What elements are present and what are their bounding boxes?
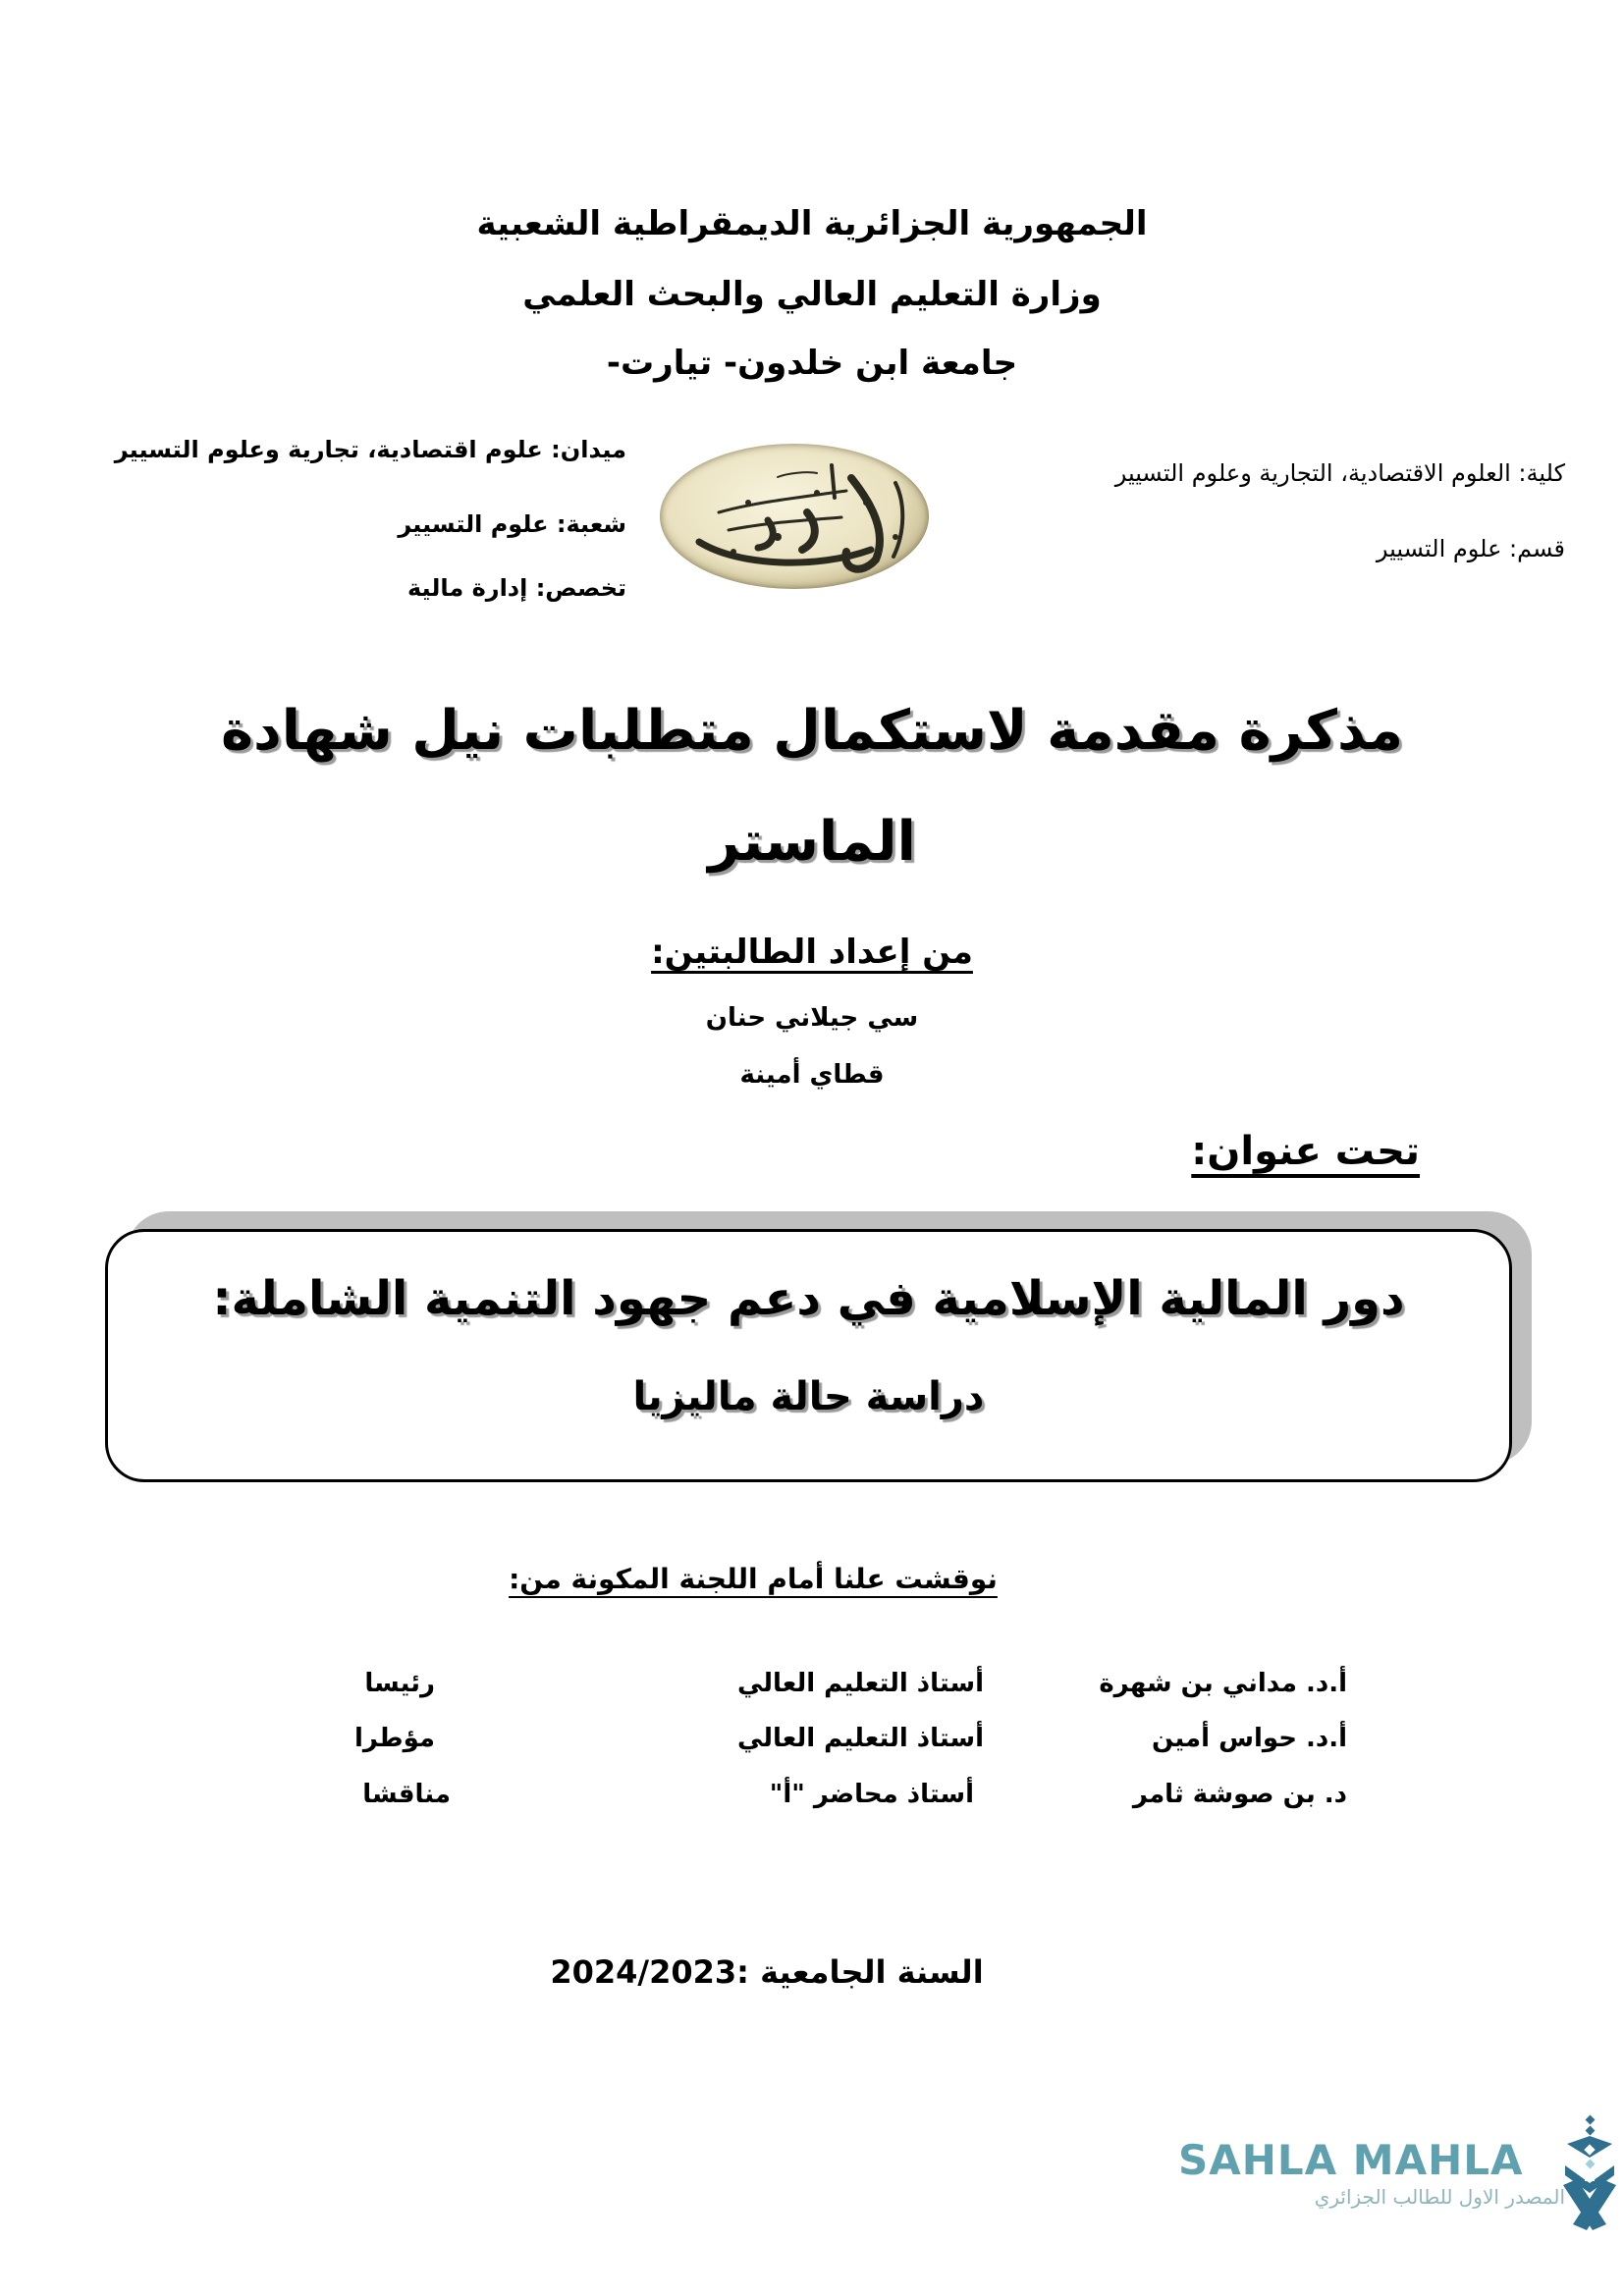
header-university: جامعة ابن خلدون- تيارت- (606, 344, 1018, 383)
student-name: سي جيلاني حنان (705, 1003, 919, 1033)
committee-title: نوقشت علنا أمام اللجنة المكونة من: (509, 1563, 998, 1595)
academic-year: السنة الجامعية :2024/2023 (550, 1953, 984, 1991)
department-label: قسم: علوم التسيير (1376, 535, 1565, 562)
member-role: مناقشا (362, 1780, 451, 1809)
thesis-heading-line1: مذكرة مقدمة لاستكمال متطلبات نيل شهادة (220, 699, 1404, 763)
member-name: أ.د. حواس أمين (1152, 1724, 1347, 1753)
under-title-label: تحت عنوان: (1191, 1129, 1420, 1174)
prepared-by-title: من إعداد الطالبتين: (651, 933, 973, 972)
thesis-title: دور المالية الإسلامية في دعم جهود التنمية الشاملة: (212, 1271, 1405, 1326)
sahla-mahla-logo-icon (1559, 2114, 1620, 2232)
watermark-brand: SAHLA MAHLA (1178, 2136, 1524, 2184)
thesis-subtitle: دراسة حالة ماليزيا (632, 1374, 985, 1419)
member-role: مؤطرا (354, 1724, 435, 1753)
thesis-title-box (105, 1229, 1512, 1482)
student-name: قطاي أمينة (739, 1060, 885, 1090)
member-rank: أستاذ محاضر "أ" (769, 1780, 974, 1809)
watermark-tagline: المصدر الاول للطالب الجزائري (1314, 2185, 1565, 2209)
header-ministry: وزارة التعليم العالي والبحث العلمي (522, 275, 1102, 314)
member-rank: أستاذ التعليم العالي (736, 1724, 984, 1753)
field-label: ميدان: علوم اقتصادية، تجارية وعلوم التسيير (114, 436, 626, 463)
university-seal-icon (660, 444, 929, 589)
member-role: رئيسا (364, 1669, 435, 1698)
thesis-heading-line2: الماستر (708, 810, 916, 874)
member-name: د. بن صوشة ثامر (1132, 1780, 1347, 1809)
member-rank: أستاذ التعليم العالي (736, 1669, 984, 1698)
faculty-label: كلية: العلوم الاقتصادية، التجارية وعلوم التسيير (1114, 459, 1565, 487)
header-republic: الجمهورية الجزائرية الديمقراطية الشعبية (476, 204, 1148, 243)
branch-label: شعبة: علوم التسيير (398, 510, 626, 538)
specialty-label: تخصص: إدارة مالية (407, 574, 626, 602)
member-name: أ.د. مداني بن شهرة (1099, 1669, 1347, 1698)
